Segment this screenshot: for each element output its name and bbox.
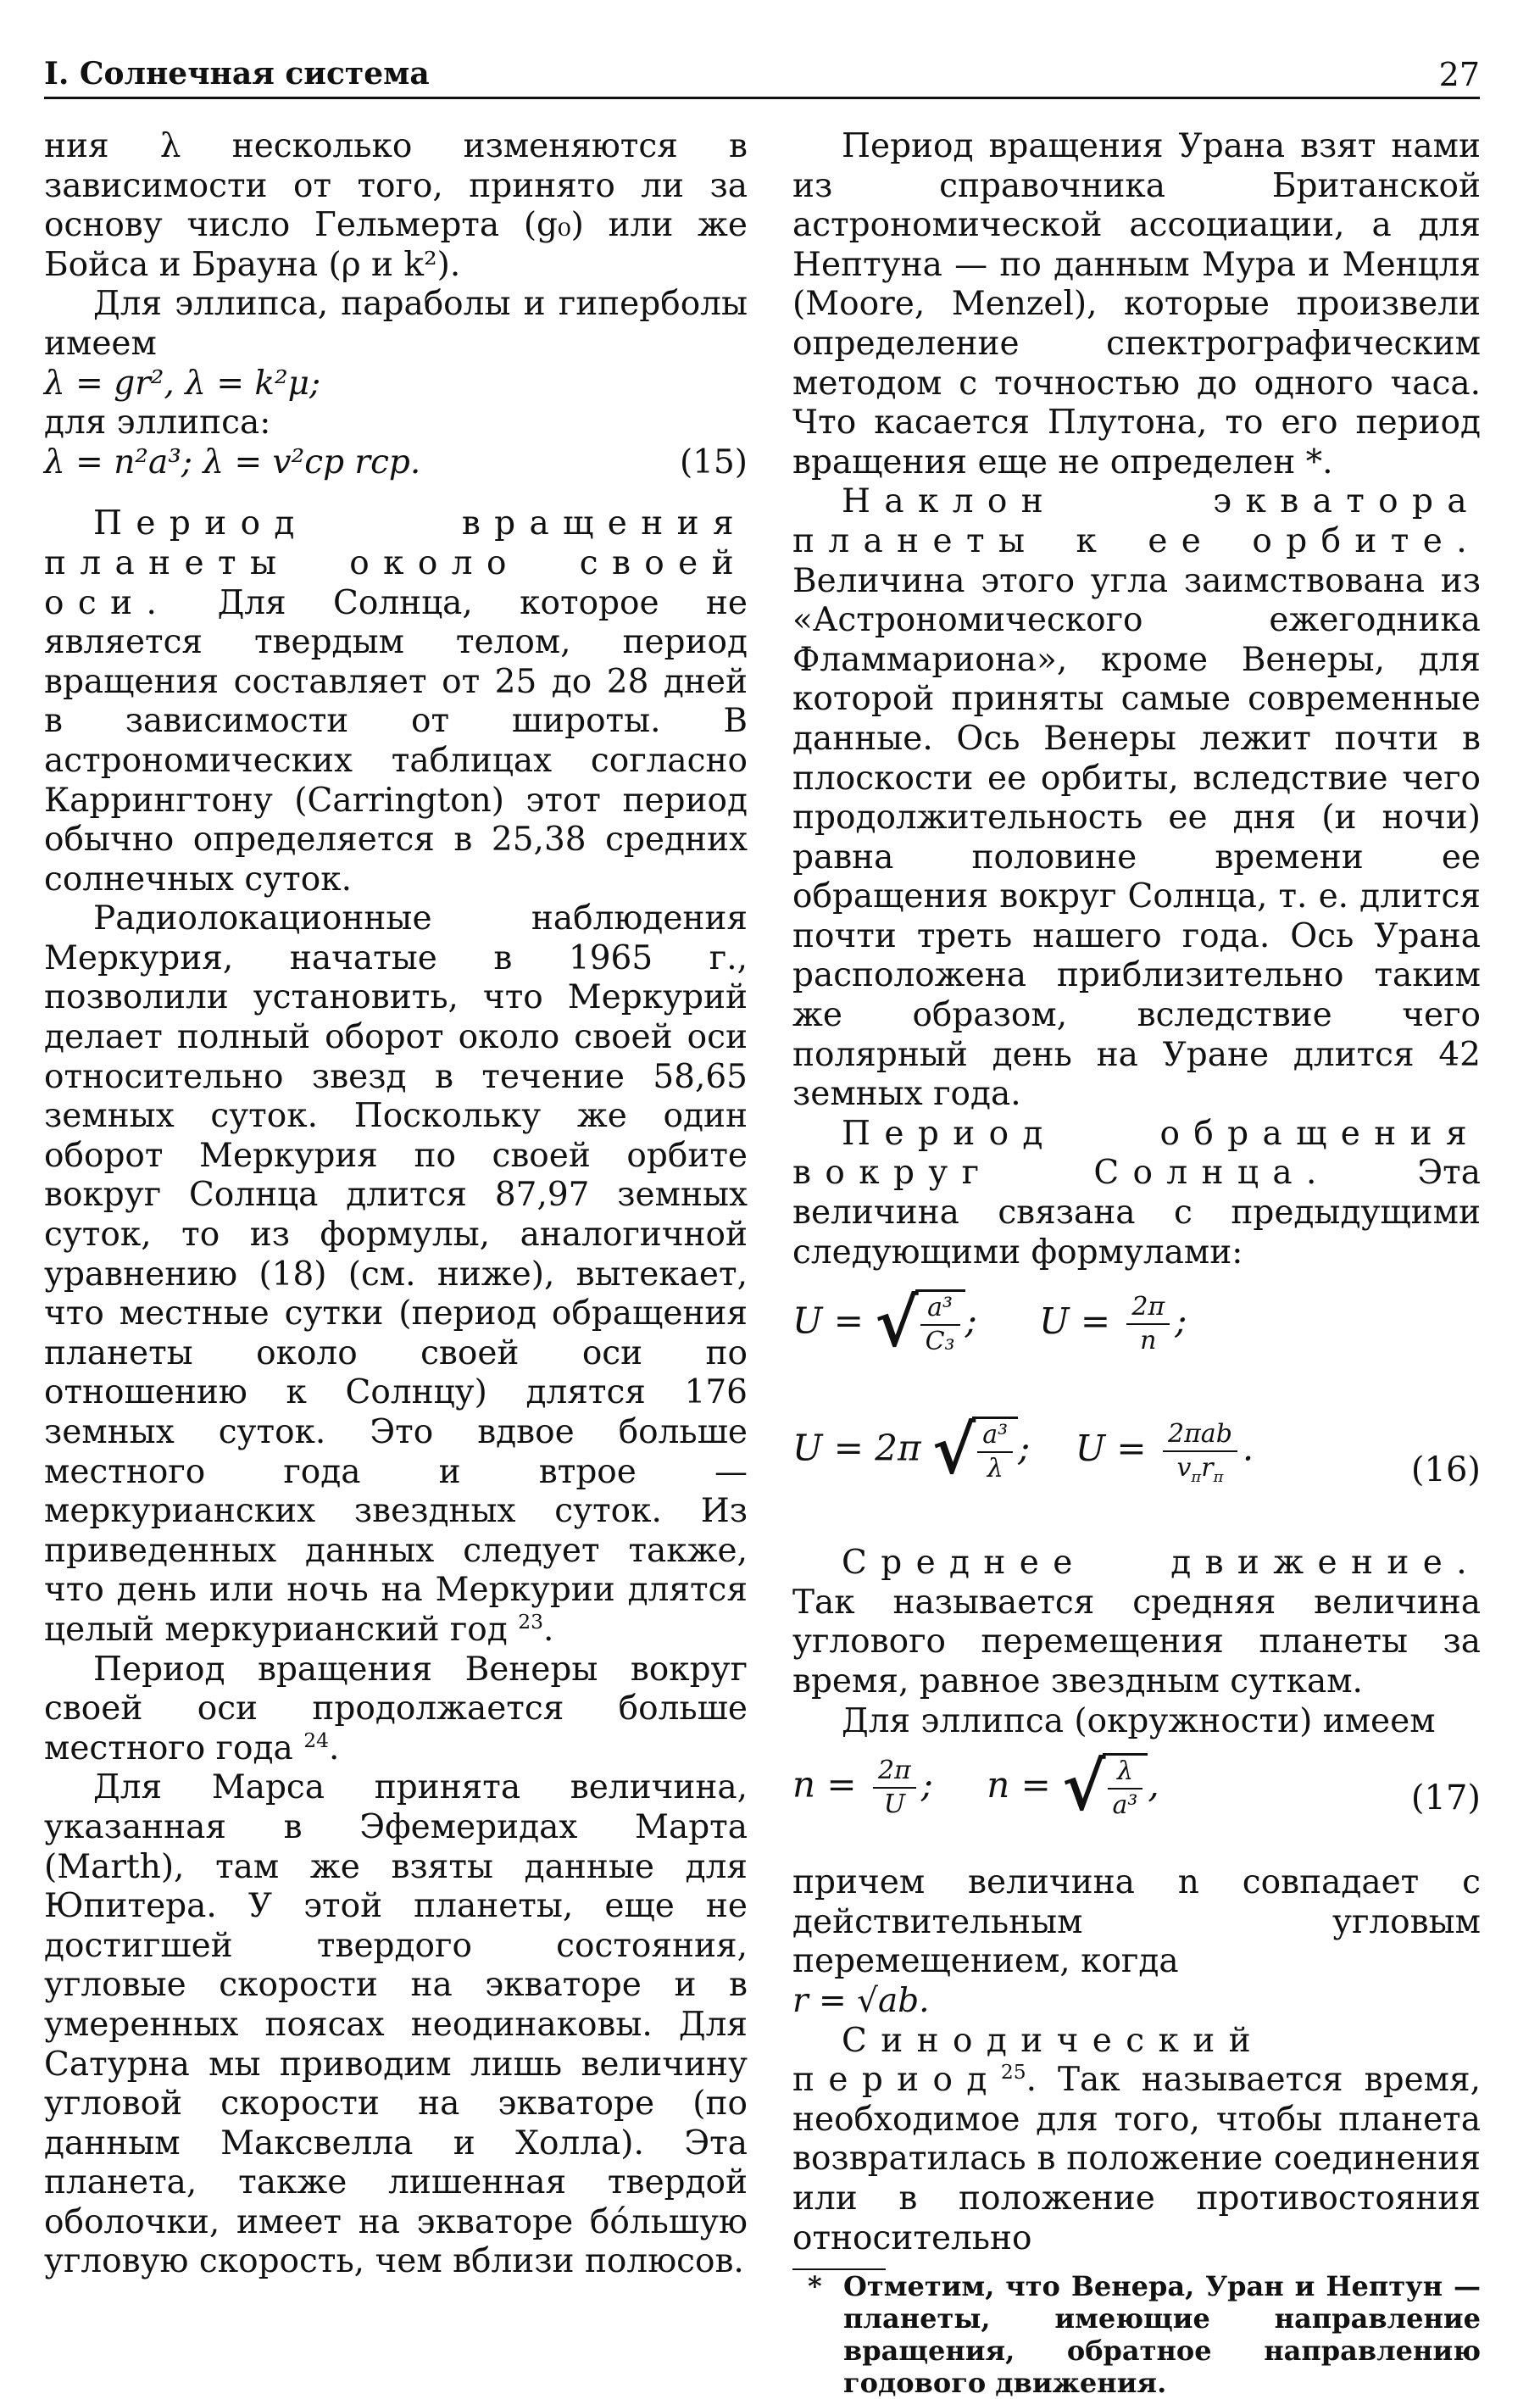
paragraph: Для эллипса (окружности) имеем [842, 1701, 1436, 1740]
equation-number: (15) [679, 443, 748, 481]
run-in-heading: Синодический период [792, 2021, 1265, 2100]
right-column [792, 127, 1481, 2399]
paragraph: Период вращения Урана взят нами из справочника Британской астрономической ассоциации, а для Нептуна — по данным Мура и Менцля (Moore, Menzel), которые произвели определение спектрографическим методом с точностью до одного часа. Что касается Плутона, то его период вращения еще не определен *. [792, 127, 1481, 481]
formula-16-line-1: U = √ $\frac{\text{a³}}{\text{C₃}}$ ; U = $\frac{2\pi}{n}$ ; [792, 1284, 1187, 1362]
paragraph: Радиолокационные наблюдения Меркурия, начатые в 1965 г., позволили установить, что Меркурий делает полный оборот около своей оси относительно звезд в течение 58,65 земных суток. Поскольку же один оборот Меркурия по своей орбите вокруг Солнца длится 87,97 земных суток, то из формулы, аналогичной уравнению (18) (см. ниже), вытекает, что местные сутки (период обращения планеты около своей оси по отношению к Солнцу) длятся 176 земных суток. Это вдвое больше местного года и втрое — меркурианских звездных суток. Из приведенных данных следует также, что день или ночь на Меркурии длятся целый меркурианский год $^{23}$. [44, 899, 748, 1649]
run-in-heading: Период вращения планеты около своей оси. [44, 504, 748, 622]
formula-line: λ = n²a³; λ = v²ср rср. [44, 443, 421, 481]
paragraph-body: Эта величина связана с предыдущими следующими формулами: [792, 1154, 1481, 1272]
square-root: √ $\frac{\lambda}{\text{a³}}$ [1062, 1753, 1148, 1822]
square-root: √ $\frac{\text{a³}}{\text{C₃}}$ [875, 1289, 965, 1358]
running-header [44, 53, 1480, 99]
equation-number: (16) [1410, 1450, 1481, 1490]
paragraph [792, 1544, 1481, 1701]
footnote-ref: 25 [1000, 2060, 1026, 2085]
paragraph: Для эллипса, параболы и гиперболы имеем [44, 285, 748, 363]
footnote-text: Отметим, что Венера, Уран и Нептун — планеты, имеющие направление вращения, обратное направлению годового движения. [843, 2270, 1481, 2399]
footnote-ref: 23 [518, 1609, 543, 1634]
footnote-marker: * [808, 2270, 822, 2303]
formula-line: r = √ab. [792, 1981, 930, 2020]
paragraph: причем величина n совпадает с действительным угловым перемещением, когда [792, 1863, 1481, 1981]
paragraph [792, 482, 1481, 1115]
paragraph-body: Для Солнца, которое не является твердым телом, период вращения составляет от 25 до 28 дней в зависимости от широты. В астрономических таблицах согласно Каррингтону (Carrington) этот период обычно определяется в 25,38 средних солнечных суток. [44, 583, 748, 899]
paragraph-body: Радиолокационные наблюдения Меркурия, начатые в 1965 г., позволили установить, что Меркурий делает полный оборот около своей оси относительно звезд в течение 58,65 земных суток. Поскольку же один оборот Меркурия по своей орбите вокруг Солнца длится 87,97 земных суток, то из формулы, аналогичной уравнению (18) (см. ниже), вытекает, что местные сутки (период обращения планеты около своей оси по отношению к Солнцу) длятся 176 земных суток. Это вдвое больше местного года и втрое — меркурианских звездных суток. Из приведенных данных следует также, что день или ночь на Меркурии длятся целый меркурианский год [44, 899, 748, 1649]
left-column [44, 127, 748, 2282]
paragraph-body: Так называется время, необходимое для того, чтобы планета возвратилась в положение соединения или в положение противостояния относительно [792, 2061, 1482, 2257]
paragraph: ния λ несколько изменяются в зависимости от того, принято ли за основу число Гельмерта (g₀) или же Бойса и Брауна (ρ и k²). [44, 127, 748, 284]
equation-15 [44, 443, 748, 483]
paragraph: Период вращения Венеры вокруг своей оси продолжается больше местного года $^{24}$. [44, 1650, 748, 1767]
paragraph [792, 1115, 1481, 1272]
run-in-heading: Среднее движение. [842, 1544, 1481, 1583]
equation-number: (17) [1410, 1778, 1481, 1818]
footnote [792, 2270, 1481, 2399]
square-root: √ $\frac{\text{a³}}{\lambda}$ [932, 1417, 1018, 1485]
paragraph [44, 504, 748, 899]
formula-16-line-2: U = 2π √ $\frac{\text{a³}}{\lambda}$ ; U = $\frac{\text{2πab}}{v_\pi r_\pi}$ . (16) [792, 1411, 1481, 1490]
paragraph-body: Величина этого угла заимствована из «Астрономического ежегодника Фламмариона», кроме Венеры, для которой приняты самые современные данные. Ось Венеры лежит почти в плоскости ее орбиты, вследствие чего продолжительность ее дня (и ночи) равна половине времени ее обращения вокруг Солнца, т. е. длится почти треть нашего года. Ось Урана расположена приблизительно таким же образом, вследствие чего полярный день на Уране длится 42 земных года. [792, 561, 1481, 1114]
footnote-ref: 24 [303, 1728, 329, 1752]
paragraph-body: Период вращения Венеры вокруг своей оси продолжается больше местного года [44, 1650, 748, 1767]
paragraph: Для Марса принята величина, указанная в Эфемеридах Марта (Marth), там же взяты данные для Юпитера. У этой планеты, еще не достигшей твердого состояния, угловые скорости на экваторе и в умеренных поясах неодинаковы. Для Сатурна мы приводим лишь величину угловой скорости на экваторе (по данным Максвелла и Холла). Эта планета, также лишенная твердой оболочки, имеет на экваторе бо́льшую угловую скорость, чем вблизи полюсов. [44, 1768, 748, 2281]
page-number: 27 [1438, 56, 1480, 93]
paragraph: для эллипса: [44, 404, 271, 443]
paragraph: Синодический период$^{25}$. Так называется время, необходимое для того, чтобы планета возвратилась в положение соединения или в положение противостояния относительно [792, 2021, 1482, 2257]
formula-line: λ = gr², λ = k²μ; [44, 364, 321, 403]
formula-17: n = $\frac{2\pi}{U}$ ; n = √ $\frac{\lambda}{\text{a³}}$ , (17) [792, 1748, 1481, 1826]
run-in-heading: Период обращения вокруг Солнца. [792, 1114, 1481, 1193]
section-title: I. Солнечная система [44, 56, 430, 92]
run-in-heading: Наклон экватора планеты к ее орбите. [792, 482, 1481, 560]
paragraph-body: Так называется средняя величина углового перемещения планеты за время, равное звездным суткам. [792, 1583, 1481, 1700]
